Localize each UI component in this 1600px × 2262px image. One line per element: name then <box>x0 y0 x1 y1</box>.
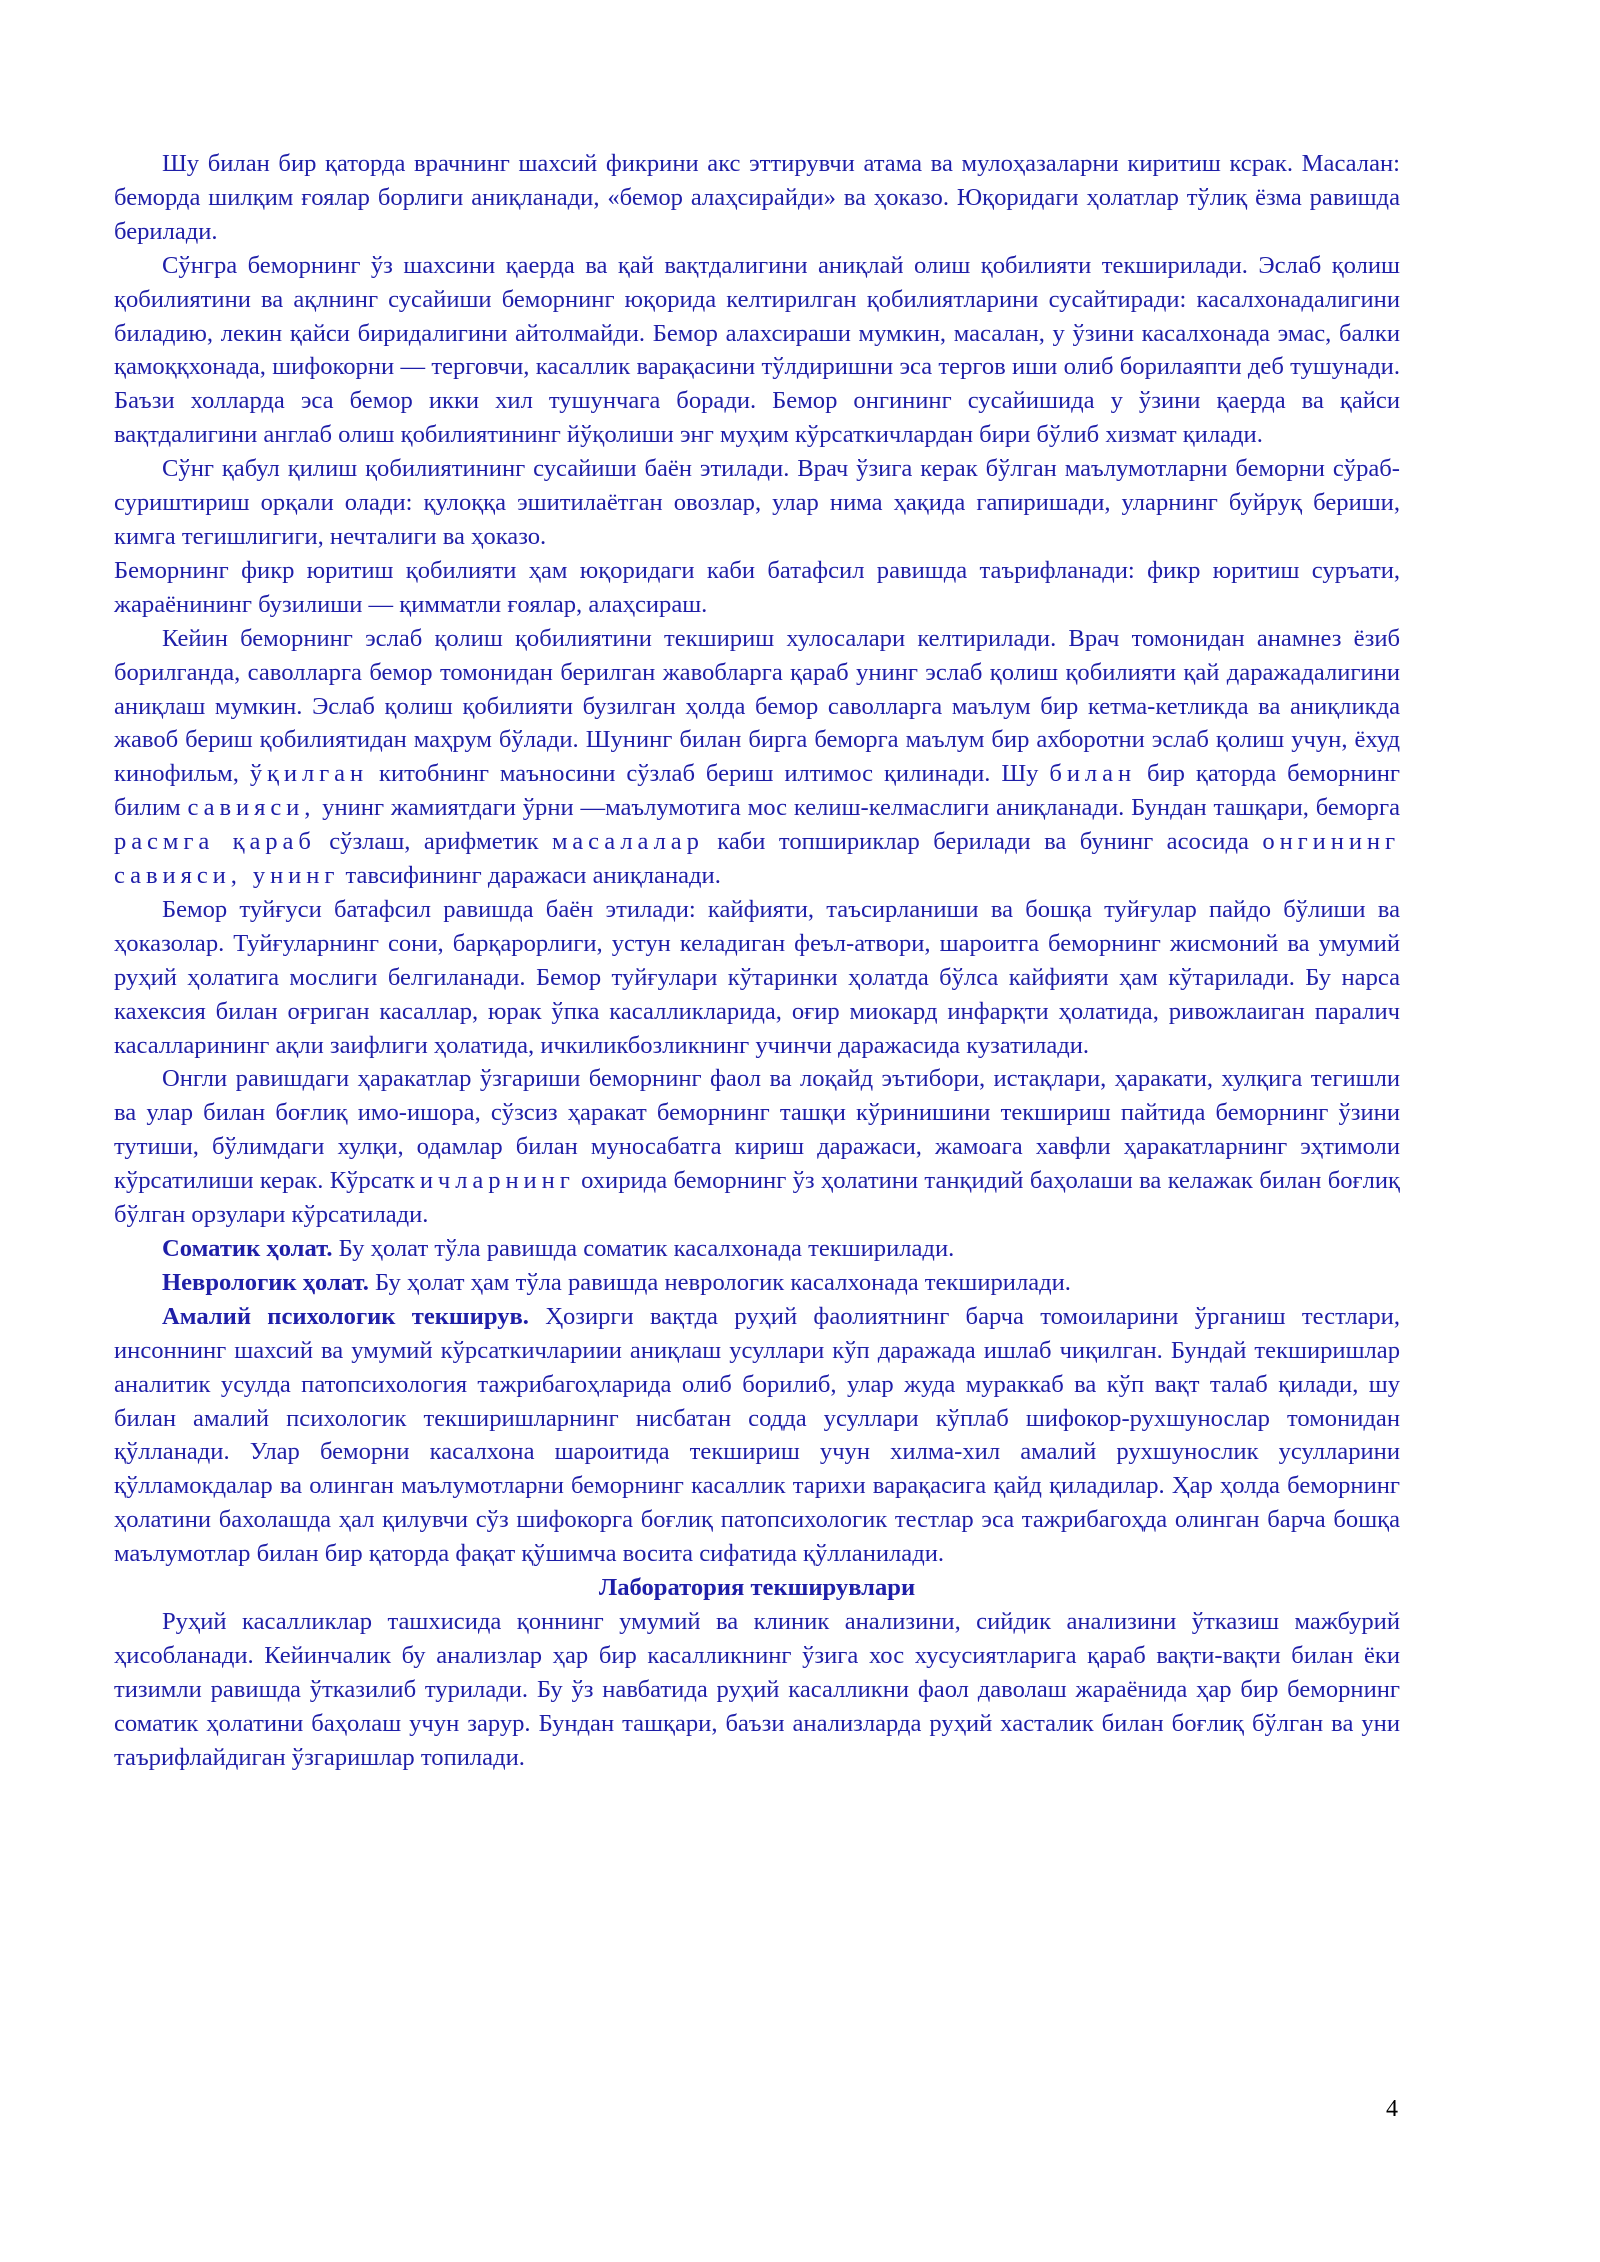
page-number: 4 <box>1386 2096 1398 2122</box>
text-run: охирида беморнинг ўз ҳолатини танқидий баҳолаши ва келажак билан боғлиқ бўлган орзулари кўрсатилади. <box>114 1167 1400 1229</box>
text-run: Бемор туйғуси батафсил равишда баён этилади: кайфияти, таъсирланиши ва бошқа туйғулар пайдо бўлиши ва ҳоказолар. Туйғуларнинг сони, барқарорлиги, устун келадиган феъл-атвори, шароитга беморнинг жисмоний ва умумий руҳий ҳолатига мослиги белгиланади. Бемор туйғулари кўтаринки ҳолатда бўлса кайфияти ҳам кўтарилади. Бу нарса кахексия билан оғриган касаллар, юрак ўпка касалликларида, оғир миокард инфарқти ҳолатида, ривожлаиган паралич касалларининг ақли заифлиги ҳолатида, ичкиликбозликнинг учинчи даражасида кузатилади. <box>114 895 1400 1059</box>
text-run: Ҳозирги вақтда руҳий фаолиятнинг барча томоиларини ўрганиш тестлари, инсоннинг шахсий ва умумий кўрсаткичлариии аниқлаш усуллари кўп даражада ишлаб чиқилган. Бундай текширишлар аналитик усулда патопсихология тажрибагоҳларида олиб борилиб, улар жуда мураккаб ва кўп вақт талаб қилади, шу билан амалий психологик текширишларнинг нисбатан содда усуллари кўплаб шифокор-рухшунослар томонидан қўлланади. Улар беморни касалхона шароитида текшириш учун хилма-хил амалий рухшунослик усулларини қўлламокдалар ва олинган маълумотларни беморнинг касаллик тарихи варақасига қайд қиладилар. Ҳар ҳолда беморнинг ҳолатини бахолашда ҳал қилувчи сўз шифокорга боғлиқ патопсихологик тестлар эса тажрибагоҳда олинган барча бошқа маълумотлар билан бир қаторда фақат қўшимча восита сифатида қўлланилади. <box>114 1302 1400 1568</box>
text-run: Онгли равишдаги ҳаракатлар ўзгариши беморнинг фаол ва лоқайд эътибори, истақлари, ҳаракати, хулқига тегишли ва улар билан боғлиқ имо-ишора, сўзсиз ҳаракат беморнинг ташқи кўринишини текшириш пайтида беморнинг ўзини тутиши, бўлимдаги хулқи, одамлар билан муносабатга кириш даражаси, жамоага хавфли ҳаракатларнинг эҳтимоли кўрсатилиши керак. Кўрсат <box>114 1065 1400 1195</box>
paragraph <box>114 893 1400 1063</box>
document-body <box>114 147 1400 1775</box>
run-heading: Амалий психологик текширув. <box>162 1302 529 1330</box>
text-run: сўзлаш, арифметик <box>315 828 552 856</box>
text-run: савияси, <box>187 794 316 822</box>
paragraph <box>114 1232 1400 1266</box>
text-run: бир қаторда беморнинг билим <box>114 760 1401 822</box>
paragraph <box>114 1266 1400 1300</box>
text-run: Сўнг қабул қилиш қобилиятининг сусайиши баён этилади. Врач ўзига керак бўлган маълумотларни беморни сўраб-суриштириш орқали олади: қулоққа эшитилаётган овозлар, улар нима ҳақида гапиришади, уларнинг буйруқ бериши, кимга тегишлигиги, нечталиги ва ҳоказо. <box>114 455 1400 550</box>
run-heading: Неврологик ҳолат. <box>162 1268 369 1296</box>
text-run: Кейин беморнинг эслаб қолиш қобилиятини текшириш хулосалари келтирилади. Врач томонидан анамнез ёзиб борилганда, саволларга бемор томонидан берилган жавобларга қараб унинг эслаб қолиш қобилияти қай даражадалигини аниқлаш мумкин. Эслаб қолиш қобилияти бузилган ҳолда бемор саволларга маълум бир кетма-кетликда ва аниқликда жавоб бериш қобилиятидан маҳрум бўлади. Шунинг билан бирга беморга маълум бир ахборотни эслаб қолиш учун, ёхуд кинофильм, <box>114 624 1400 788</box>
text-run: Беморнинг фикр юритиш қобилияти ҳам юқоридаги каби батафсил равишда таърифланади: фикр юритиш суръати, жараёнининг бузилиши — қимматли ғоялар, алаҳсираш. <box>114 556 1400 618</box>
paragraph <box>114 622 1400 893</box>
paragraph <box>114 1062 1400 1232</box>
text-run: Лаборатория текширувлари <box>598 1574 916 1602</box>
paragraph <box>114 147 1400 249</box>
text-run: Руҳий касалликлар ташхисида қоннинг умумий ва клиник анализини, сийдик анализини ўтказиш мажбурий ҳисобланади. Кейинчалик бу анализлар ҳар бир касалликнинг ўзига хос хусусиятларига қараб вақти-вақти билан ёки тизимли равишда ўтказилиб турилади. Бу ўз навбатида руҳий касалликни фаол даволаш жараёнида ҳар бир беморнинг соматик ҳолатини баҳолаш учун зарур. Бундан ташқари, баъзи анализларда руҳий хасталик билан боғлиқ бўлган ва уни таърифлайдиган ўзгаришлар топилади. <box>114 1607 1400 1771</box>
section-heading <box>114 1571 1400 1605</box>
text-run: тавсифининг даражаси аниқланади. <box>339 862 721 890</box>
text-run: Шу билан бир қаторда врачнинг шахсий фикрини акс эттирувчи атама ва мулоҳазаларни киритиш ксрак. Масалан: беморда шилқим ғоялар борлиги аниқланади, «бемор алаҳсирайди» ва ҳоказо. Юқоридаги ҳолатлар тўлиқ ёзма равишда берилади. <box>114 150 1400 245</box>
run-heading: Соматик ҳолат. <box>162 1235 333 1262</box>
text-run: Бу ҳолат тўла равишда соматик касалхонада текширилади. <box>332 1235 955 1262</box>
text-run: каби топшириклар берилади ва бунинг асосида <box>703 828 1263 856</box>
text-run: билан <box>1049 760 1137 788</box>
text-run: Сўнгра беморнинг ўз шахсини қаерда ва қай вақтдалигини аниқлай олиш қобилияти текширилади. Эслаб қолиш қобилиятини ва ақлнинг сусайиши беморнинг юқорида келтирилган қобилиятларини сусайтиради: касалхонадалигини биладию, лекин қайси биридалигини айтолмайди. Бемор алахсираши мумкин, масалан, у ўзини касалхонада эмас, балки қамоққхонада, шифокорни — терговчи, касаллик варақасини тўлдиришни эса тергов иши олиб борилаяпти деб тушунади. Баъзи холларда эса бемор икки хил тушунчага боради. Бемор онгининг сусайишида у ўзини қаерда ва қайси вақтдалигини англаб олиш қобилиятининг йўқолиши энг муҳим кўрсаткичлардан бири бўлиб хизмат қилади. <box>114 251 1400 449</box>
text-run: масалалар <box>551 828 704 856</box>
text-run: унинг жамиятдаги ўрни —маълумотига мос келиш-келмаслиги аниқланади. Бундан ташқари, беморга <box>315 794 1400 822</box>
text-run: китобнинг маъносини сўзлаб бериш илтимос қилинади. Шу <box>368 760 1050 788</box>
text-run: расмга қараб <box>114 828 316 856</box>
text-run: кичларнинг <box>402 1167 575 1195</box>
paragraph <box>114 1300 1400 1571</box>
text-run: онгининг савияси, унинг <box>114 828 1400 890</box>
paragraph <box>114 249 1400 452</box>
paragraph <box>114 554 1400 622</box>
paragraph <box>114 452 1400 554</box>
paragraph <box>114 1605 1400 1775</box>
text-run: Бу ҳолат ҳам тўла равишда неврологик касалхонада текширилади. <box>368 1268 1071 1296</box>
text-run: ўқилган <box>249 760 369 788</box>
